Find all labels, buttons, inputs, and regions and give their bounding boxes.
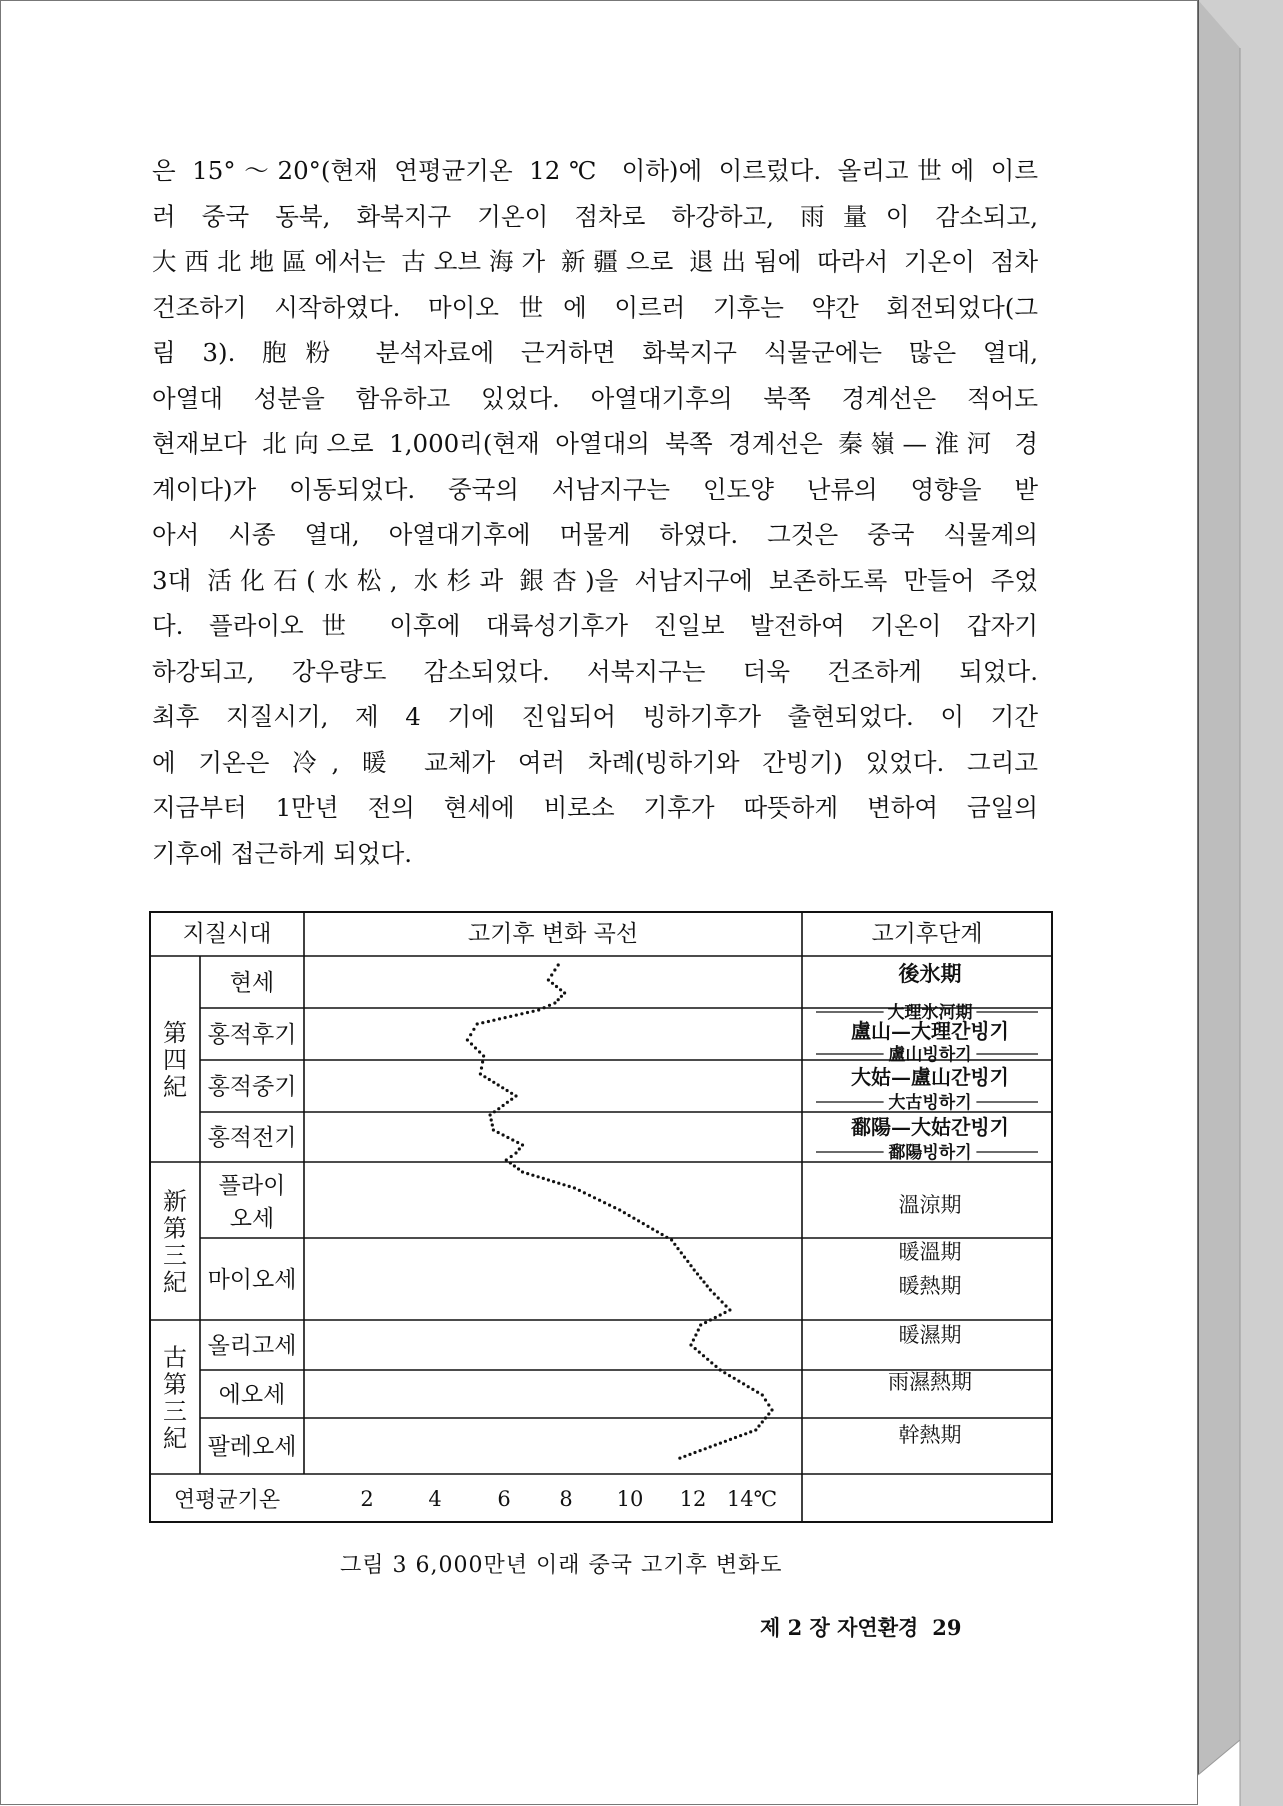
page-footer <box>746 1612 962 1642</box>
curve-dot <box>492 1128 495 1131</box>
curve-dot <box>598 1199 601 1202</box>
curve-dot <box>516 1141 519 1144</box>
curve-dot <box>493 1110 496 1113</box>
curve-dot <box>761 1420 764 1423</box>
curve-dot <box>481 1021 484 1024</box>
curve-dot <box>702 1280 705 1283</box>
curve-dot <box>613 1206 616 1209</box>
curve-dot <box>568 1185 571 1188</box>
curve-dot <box>680 1251 683 1254</box>
stage-label: 暖熱期 <box>898 1274 962 1298</box>
text-line: 림 3). 胞粉 분석자료에 근거하면 화북지구 식물군에는 많은 열대, <box>152 338 1038 367</box>
text-line: 은 15°～20°(현재 연평균기온 12℃ 이하)에 이르렀다. 올리고世에 이르 <box>152 156 1038 185</box>
header-stage: 고기후단계 <box>871 921 983 947</box>
curve-dot <box>697 1328 700 1331</box>
curve-dot <box>756 1391 759 1394</box>
curve-dot <box>517 1167 520 1170</box>
curve-dot <box>513 1164 516 1167</box>
curve-dot <box>709 1445 712 1448</box>
epoch-label: 마이오세 <box>207 1267 297 1293</box>
curve-dot <box>511 1138 514 1141</box>
curve-dot <box>492 1081 495 1084</box>
curve-dot <box>699 1323 702 1326</box>
period-label-char: 古 <box>163 1343 187 1372</box>
curve-dot <box>709 1318 712 1321</box>
stage-label: 暖溫期 <box>898 1240 962 1264</box>
curve-dot <box>696 1272 699 1275</box>
curve-dot <box>702 1354 705 1357</box>
period-label-char: 四 <box>163 1046 187 1074</box>
curve-dot <box>737 1380 740 1383</box>
curve-dot <box>714 1443 717 1446</box>
curve-dot <box>692 1338 695 1341</box>
text-line: 계이다)가 이동되었다. 중국의 서남지구는 인도양 난류의 영향을 받 <box>152 474 1038 504</box>
stage-label: 盧山빙하기 <box>888 1045 972 1065</box>
curve-dot <box>578 1189 581 1192</box>
curve-dot <box>553 968 556 971</box>
curve-dot <box>557 963 560 966</box>
curve-dot <box>637 1219 640 1222</box>
curve-dot <box>749 1430 752 1433</box>
text-line: 大西北地區에서는 古오브海가 新疆으로 退出됨에 따라서 기온이 점차 <box>152 247 1038 276</box>
curve-dot <box>728 1308 731 1311</box>
curve-dot <box>719 1368 722 1371</box>
curve-dot <box>693 1268 696 1271</box>
header-geologic-era: 지질시대 <box>182 921 272 947</box>
curve-dot <box>767 1403 770 1406</box>
epoch-label: 에오세 <box>218 1382 286 1408</box>
curve-dot <box>646 1225 649 1228</box>
curve-dot <box>466 1038 469 1041</box>
curve-dot <box>661 1233 664 1236</box>
curve-dot <box>588 1194 591 1197</box>
axis-tick-label: 14℃ <box>726 1487 778 1511</box>
curve-dot <box>551 982 554 985</box>
curve-dot <box>686 1260 689 1263</box>
chapter-title: 제 2 장 자연환경 <box>760 1615 919 1640</box>
curve-dot <box>719 1442 722 1445</box>
curve-dot <box>632 1217 635 1220</box>
curve-dot <box>552 1180 555 1183</box>
axis-tick-label: 4 <box>428 1487 442 1511</box>
curve-dot <box>518 1147 521 1150</box>
curve-dot <box>501 1086 504 1089</box>
period-label-char: 三 <box>163 1397 187 1426</box>
curve-dot <box>469 1033 472 1036</box>
curve-dot <box>531 1174 534 1177</box>
stage-label: 溫涼期 <box>898 1193 962 1217</box>
curve-dot <box>704 1321 707 1324</box>
curve-dot <box>489 1113 492 1116</box>
epoch-label: 올리고세 <box>207 1333 297 1359</box>
curve-dot <box>521 1170 524 1173</box>
curve-dot <box>547 978 550 981</box>
period-label-char: 紀 <box>163 1073 187 1101</box>
text-line: 에 기온은 冷, 暖 교체가 여러 차례(빙하기와 간빙기) 있었다. 그리고 <box>152 747 1038 777</box>
curve-dot <box>689 1343 692 1346</box>
curve-dot <box>497 1107 500 1110</box>
period-label-char: 紀 <box>163 1424 187 1453</box>
curve-dot <box>526 1011 529 1014</box>
curve-dot <box>492 1019 495 1022</box>
curve-dot <box>623 1211 626 1214</box>
stage-label: 大姑—盧山간빙기 <box>851 1065 1009 1089</box>
curve-dot <box>515 1014 518 1017</box>
curve-dot <box>767 1412 770 1415</box>
curve-dot <box>678 1457 681 1460</box>
curve-dot <box>683 1256 686 1259</box>
curve-dot <box>498 1017 501 1020</box>
curve-dot <box>491 1123 494 1126</box>
curve-dot <box>724 1304 727 1307</box>
axis-tick-label: 10 <box>616 1487 644 1511</box>
header-curve: 고기후 변화 곡선 <box>467 921 639 947</box>
curve-dot <box>559 988 562 991</box>
text-line: 현재보다 北向으로 1,000리(현재 아열대의 북쪽 경계선은 秦嶺—淮河 경 <box>152 429 1038 458</box>
curve-dot <box>478 1050 481 1053</box>
curve-dot <box>689 1264 692 1267</box>
curve-dot <box>472 1028 475 1031</box>
stage-label: 雨濕熱期 <box>888 1370 972 1394</box>
epoch-label: 팔레오세 <box>207 1434 297 1460</box>
curve-dot <box>704 1447 707 1450</box>
stage-label: 幹熱期 <box>898 1423 962 1447</box>
curve-dot <box>723 1371 726 1374</box>
axis-tick-label: 6 <box>497 1487 511 1511</box>
curve-dot <box>497 1083 500 1086</box>
curve-dot <box>676 1247 679 1250</box>
curve-dot <box>729 1438 732 1441</box>
curve-dot <box>482 1054 485 1057</box>
curve-dot <box>709 1288 712 1291</box>
curve-dot <box>670 1238 673 1241</box>
curve-dot <box>560 995 563 998</box>
curve-dot <box>502 1104 505 1107</box>
curve-dot <box>673 1243 676 1246</box>
epoch-label: 홍적전기 <box>207 1125 297 1151</box>
curve-dot <box>608 1204 611 1207</box>
curve-dot <box>734 1436 737 1439</box>
curve-dot <box>506 1136 509 1139</box>
curve-dot <box>550 973 553 976</box>
curve-dot <box>742 1382 745 1385</box>
curve-dot <box>764 1398 767 1401</box>
curve-dot <box>509 1015 512 1018</box>
curve-dot <box>480 1066 483 1069</box>
curve-dot <box>713 1292 716 1295</box>
curve-dot <box>656 1230 659 1233</box>
axis-tick-label: 12 <box>679 1487 707 1511</box>
curve-dot <box>747 1385 750 1388</box>
curve-dot <box>483 1075 486 1078</box>
curve-dot <box>706 1358 709 1361</box>
curve-dot <box>476 1022 479 1025</box>
epoch-label: 홍적중기 <box>207 1074 297 1100</box>
curve-dot <box>628 1214 631 1217</box>
curve-dot <box>532 1010 535 1013</box>
curve-dot <box>693 1451 696 1454</box>
curve-dot <box>728 1374 731 1377</box>
epoch-label: 홍적후기 <box>207 1022 297 1048</box>
curve-dot <box>706 1284 709 1287</box>
text-line: 3대 活化石(水松, 水杉과 銀杏)을 서남지구에 보존하도록 만들어 주었 <box>152 565 1038 595</box>
curve-dot <box>719 1313 722 1316</box>
curve-dot <box>542 1177 545 1180</box>
text-line: 하강되고, 강우량도 감소되었다. 서북지구는 더욱 건조하게 되었다. <box>152 656 1038 686</box>
curve-dot <box>770 1408 773 1411</box>
curve-dot <box>553 1001 556 1004</box>
curve-dot <box>618 1208 621 1211</box>
curve-dot <box>557 1182 560 1185</box>
curve-dot <box>526 1172 529 1175</box>
curve-dot <box>603 1201 606 1204</box>
curve-dot <box>474 1046 477 1049</box>
curve-dot <box>520 1012 523 1015</box>
curve-dot <box>505 1158 508 1161</box>
curve-dot <box>724 1440 727 1443</box>
epoch-label: 플라이 <box>218 1173 286 1199</box>
curve-dot <box>764 1416 767 1419</box>
curve-dot <box>651 1228 654 1231</box>
curve-dot <box>593 1196 596 1199</box>
curve-dot <box>510 1092 513 1095</box>
stage-label: 盧山—大理간빙기 <box>851 1019 1009 1043</box>
curve-dot <box>548 1004 551 1007</box>
curve-dot <box>537 1175 540 1178</box>
curve-dot <box>751 1388 754 1391</box>
curve-dot <box>683 1455 686 1458</box>
stage-label: 大古빙하기 <box>888 1093 972 1113</box>
stage-label: 大理氷河期 <box>887 1003 973 1023</box>
curve-dot <box>490 1118 493 1121</box>
curve-dot <box>717 1296 720 1299</box>
curve-dot <box>562 1183 565 1186</box>
curve-dot <box>488 1078 491 1081</box>
text-line: 기후에 접근하게 되었다. <box>152 838 413 868</box>
curve-dot <box>497 1131 500 1134</box>
curve-dot <box>510 1098 513 1101</box>
curve-dot <box>510 1155 513 1158</box>
curve-dot <box>642 1222 645 1225</box>
period-label-char: 新 <box>163 1187 187 1216</box>
text-line: 최후 지질시기, 제 4 기에 진입되어 빙하기후가 출현되었다. 이 기간 <box>152 702 1038 731</box>
curve-dot <box>573 1186 576 1189</box>
curve-dot <box>479 1072 482 1075</box>
curve-dot <box>694 1347 697 1350</box>
curve-dot <box>506 1089 509 1092</box>
stage-label: 暖濕期 <box>898 1323 962 1347</box>
stage-label: 鄱陽—大姑간빙기 <box>851 1115 1009 1139</box>
curve-dot <box>521 1143 524 1146</box>
epoch-label: 현세 <box>229 970 275 996</box>
curve-dot <box>665 1236 668 1239</box>
curve-dot <box>694 1333 697 1336</box>
curve-dot <box>721 1300 724 1303</box>
period-label-char: 紀 <box>163 1268 187 1297</box>
curve-dot <box>481 1060 484 1063</box>
curve-dot <box>504 1016 507 1019</box>
curve-dot <box>537 1008 540 1011</box>
curve-dot <box>509 1161 512 1164</box>
curve-dot <box>757 1424 760 1427</box>
curve-dot <box>543 1006 546 1009</box>
curve-dot <box>699 1449 702 1452</box>
stage-label: 後氷期 <box>898 961 962 986</box>
curve-dot <box>470 1042 473 1045</box>
period-label-char: 第 <box>163 1370 187 1399</box>
curve-dot <box>698 1351 701 1354</box>
period-label-char: 第 <box>163 1214 187 1243</box>
curve-dot <box>506 1101 509 1104</box>
axis-tick-label: 8 <box>559 1487 573 1511</box>
axis-label: 연평균기온 <box>173 1488 281 1513</box>
period-label-char: 第 <box>163 1019 187 1047</box>
curve-dot <box>555 985 558 988</box>
text-line: 건조하기 시작하였다. 마이오世에 이르러 기후는 약간 회전되었다(그 <box>152 292 1038 322</box>
text-line: 다. 플라이오世 이후에 대륙성기후가 진일보 발전하여 기온이 갑자기 <box>152 611 1038 640</box>
curve-dot <box>547 1178 550 1181</box>
curve-dot <box>514 1094 517 1097</box>
period-label-char: 三 <box>163 1241 187 1270</box>
curve-dot <box>699 1276 702 1279</box>
curve-dot <box>514 1151 517 1154</box>
curve-dot <box>714 1365 717 1368</box>
curve-dot <box>744 1432 747 1435</box>
epoch-label: 오세 <box>229 1206 275 1232</box>
curve-dot <box>710 1361 713 1364</box>
text-line: 아열대 성분을 함유하고 있었다. 아열대기후의 북쪽 경계선은 적어도 <box>152 383 1038 413</box>
curve-dot <box>583 1191 586 1194</box>
page-number: 29 <box>932 1615 962 1640</box>
curve-dot <box>754 1428 757 1431</box>
text-line: 지금부터 1만년 전의 현세에 비로소 기후가 따뜻하게 변하여 금일의 <box>152 793 1038 822</box>
axis-tick-label: 2 <box>360 1487 374 1511</box>
figure-caption: 그림 3 6,000만년 이래 중국 고기후 변화도 <box>340 1553 783 1578</box>
text-line: 아서 시종 열대, 아열대기후에 머물게 하였다. 그것은 중국 식물계의 <box>152 520 1038 549</box>
curve-dot <box>502 1133 505 1136</box>
curve-dot <box>487 1020 490 1023</box>
curve-dot <box>733 1377 736 1380</box>
curve-dot <box>739 1434 742 1437</box>
text-line: 러 중국 동북, 화북지구 기온이 점차로 하강하고, 雨量이 감소되고, <box>152 201 1038 231</box>
curve-dot <box>557 998 560 1001</box>
curve-dot <box>688 1453 691 1456</box>
curve-dot <box>761 1393 764 1396</box>
curve-dot <box>714 1316 717 1319</box>
curve-dot <box>723 1311 726 1314</box>
stage-label: 鄱陽빙하기 <box>888 1143 972 1163</box>
curve-dot <box>563 991 566 994</box>
